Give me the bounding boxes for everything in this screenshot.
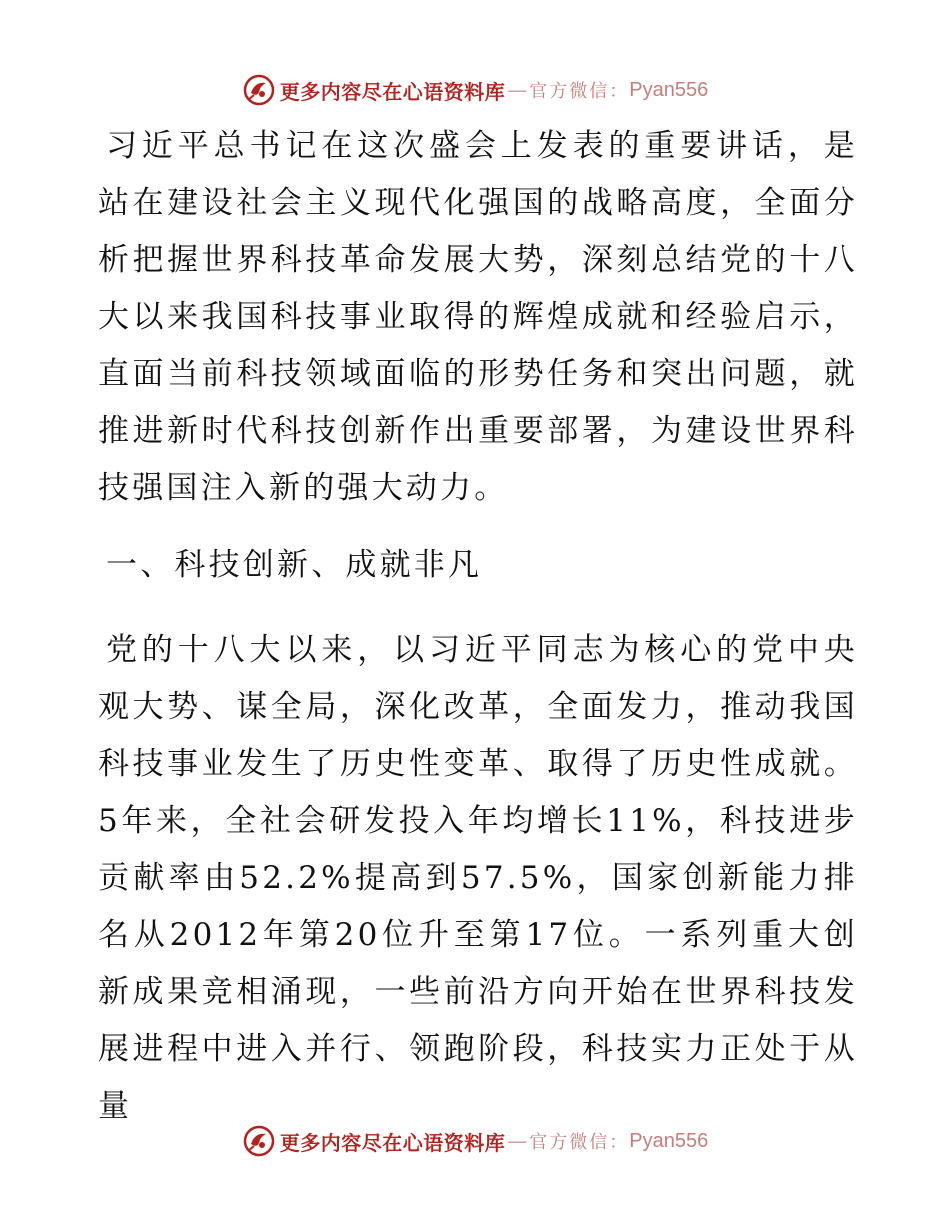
footer-dash: —: [507, 1129, 528, 1153]
brand-logo-icon: [242, 1124, 276, 1158]
header-wechat-id: Pyan556: [629, 78, 709, 101]
header-dash: —: [507, 78, 528, 102]
section-heading: 一、科技创新、成就非凡: [106, 547, 483, 583]
header-wechat-label: 官方微信：: [529, 81, 630, 102]
brand-logo-icon: [242, 73, 276, 107]
header-brand-text: 更多内容尽在心语资料库: [279, 79, 506, 104]
document-body: [98, 118, 858, 1135]
footer-watermark-banner: [0, 1121, 950, 1161]
paragraph-intro: 习近平总书记在这次盛会上发表的重要讲话，是站在建设社会主义现代化强国的战略高度，全面分析把握世界科技革命发展大势，深刻总结党的十八大以来我国科技事业取得的辉煌成就和经验启示，直面当前科技领域面临的形势任务和突出问题，就推进新时代科技创新作出重要部署，为建设世界科技强国注入新的强大动力。: [98, 128, 858, 506]
footer-wechat-label: 官方微信：: [529, 1132, 630, 1153]
header-watermark-banner: [0, 70, 950, 110]
footer-wechat-id: Pyan556: [629, 1129, 709, 1152]
footer-brand-text: 更多内容尽在心语资料库: [279, 1130, 506, 1155]
paragraph-achievements: 党的十八大以来，以习近平同志为核心的党中央观大势、谋全局，深化改革，全面发力，推动我国科技事业发生了历史性变革、取得了历史性成就。5年来，全社会研发投入年均增长11%，科技进步贡献率由52.2%提高到57.5%，国家创新能力排名从2012年第20位升至第17位。一系列重大创新成果竞相涌现，一些前沿方向开始在世界科技发展进程中进入并行、领跑阶段，科技实力正处于从量: [98, 632, 858, 1124]
